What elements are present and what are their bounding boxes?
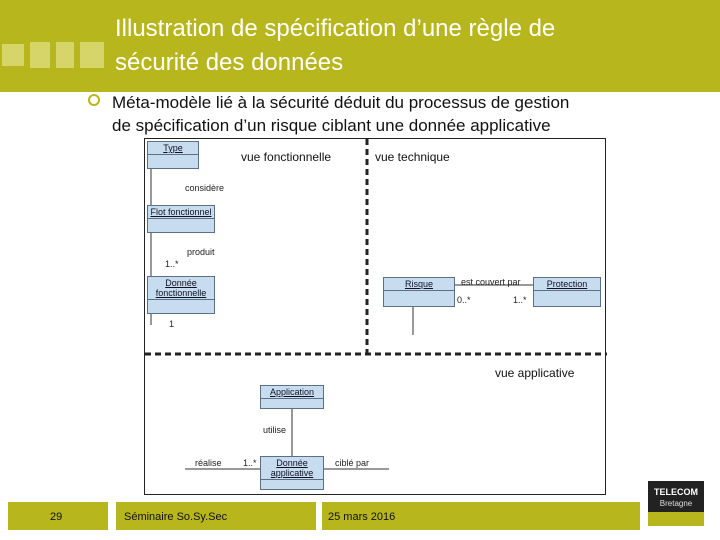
page-number: 29 xyxy=(50,511,63,523)
title-line-1: Illustration de spécification d’une règle de xyxy=(115,15,556,42)
telecom-bretagne-logo: TELECOM Bretagne xyxy=(648,481,704,533)
label-mult-1: 1 xyxy=(169,319,175,329)
label-cible-par: ciblé par xyxy=(335,458,370,468)
class-risque: Risque xyxy=(383,277,455,307)
class-application: Application xyxy=(260,385,324,409)
institution-logo-watermark xyxy=(0,38,110,74)
bullet-text xyxy=(112,91,702,137)
view-label-technical: vue technique xyxy=(375,150,450,164)
label-produit: produit xyxy=(187,247,215,257)
label-mult-1star-c: 1..* xyxy=(243,458,257,468)
bullet-circle-icon xyxy=(88,94,100,106)
class-type: Type xyxy=(147,141,199,169)
label-considere: considère xyxy=(185,183,225,193)
label-mult-1star: 1..* xyxy=(165,259,179,269)
class-flot-fonctionnel: Flot fonctionnel xyxy=(147,205,215,233)
page-title xyxy=(115,12,715,80)
label-mult-1star-b: 1..* xyxy=(513,295,527,305)
class-donnee-fonctionnelle: Donnée fonctionnelle xyxy=(147,276,215,314)
label-est-couvert-par: est couvert par xyxy=(461,277,521,287)
class-protection: Protection xyxy=(533,277,601,307)
title-line-2: sécurité des données xyxy=(115,49,344,76)
bullet-line-2: de spécification d’un risque ciblant une donnée applicative xyxy=(112,116,551,135)
footer-seminar: Séminaire So.Sy.Sec xyxy=(124,511,228,523)
bullet-line-1: Méta-modèle lié à la sécurité déduit du processus de gestion xyxy=(112,93,570,112)
view-label-applicative: vue applicative xyxy=(495,366,575,380)
label-utilise: utilise xyxy=(263,425,287,435)
footer-date: 25 mars 2016 xyxy=(328,511,396,523)
uml-diagram xyxy=(144,138,606,495)
class-donnee-applicative: Donnée applicative xyxy=(260,456,324,490)
label-mult-star: 0..* xyxy=(457,295,471,305)
label-realise: réalise xyxy=(195,458,222,468)
view-label-functional: vue fonctionnelle xyxy=(241,150,332,164)
